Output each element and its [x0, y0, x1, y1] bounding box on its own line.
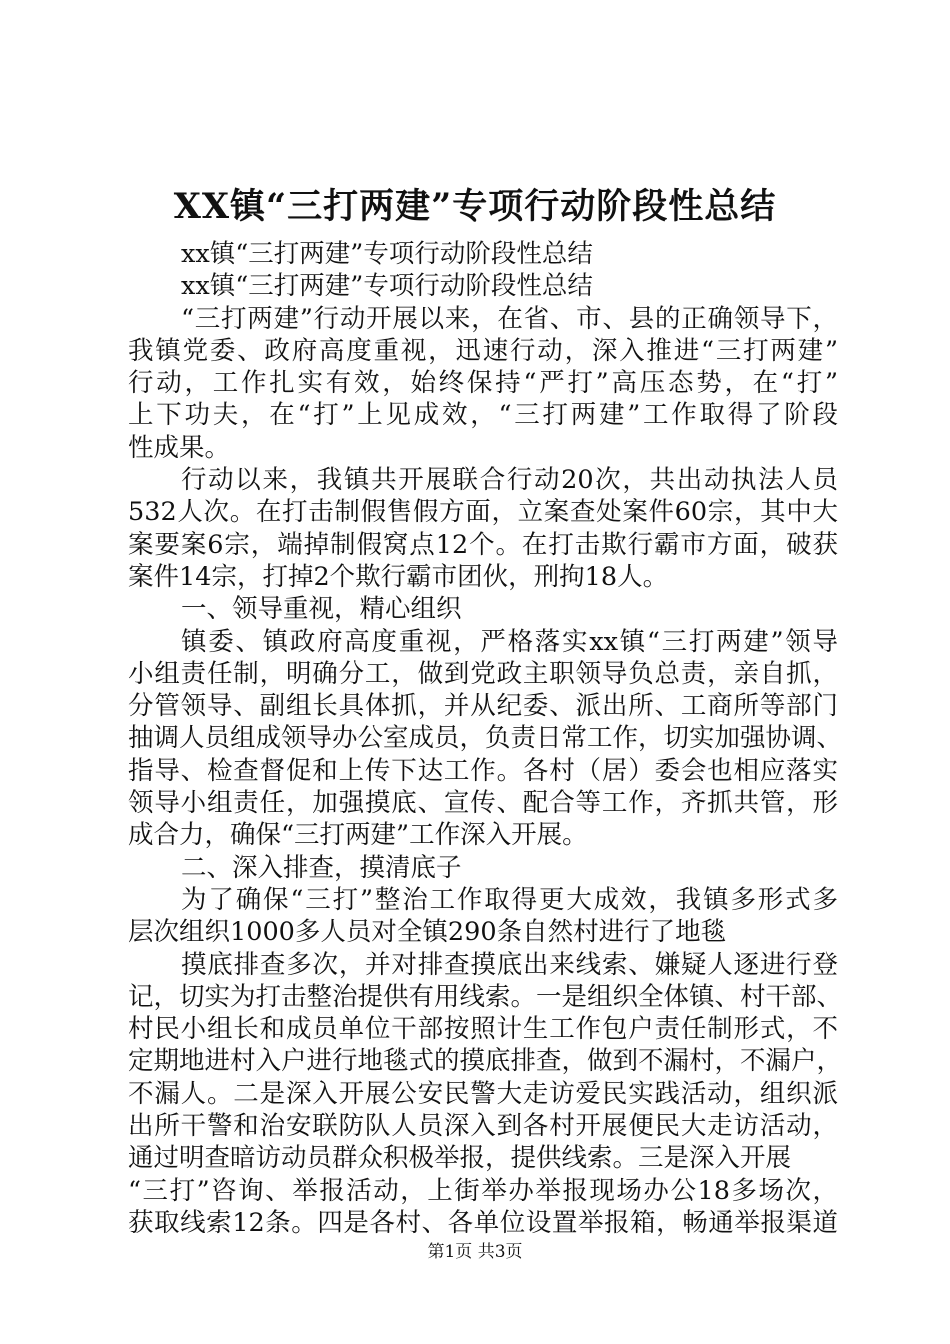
paragraph-line: 成合力，确保“三打两建”工作深入开展。	[128, 820, 588, 851]
page-indicator: 第1页 共3页	[427, 1242, 523, 1262]
section-heading: 二、深入排查，摸清底子	[181, 852, 462, 883]
paragraph-line: 行动，工作扎实有效，始终保持“严打”高压态势，在“打”	[128, 368, 838, 399]
paragraph-line: 不漏人。二是深入开展公安民警大走访爱民实践活动，组织派	[128, 1078, 838, 1109]
paragraph-line: 定期地进村入户进行地毯式的摸底排查，做到不漏村，不漏户，	[128, 1046, 843, 1077]
paragraph-line: 获取线索12条。四是各村、各单位设置举报箱，畅通举报渠道	[128, 1207, 838, 1238]
paragraph-line: 小组责任制，明确分工，做到党政主职领导负总责，亲自抓，	[128, 658, 838, 689]
paragraph-line: 领导小组责任，加强摸底、宣传、配合等工作，齐抓共管，形	[128, 788, 838, 819]
paragraph-line: “三打两建”行动开展以来，在省、市、县的正确领导下，	[181, 303, 838, 334]
section-heading: 一、领导重视，精心组织	[181, 594, 462, 625]
paragraph-line: 性成果。	[128, 432, 231, 463]
paragraph-line: 层次组织1000多人员对全镇290条自然村进行了地毯	[128, 917, 727, 948]
paragraph-line: 案件14宗，打掉2个欺行霸市团伙，刑拘18人。	[128, 561, 669, 592]
paragraph-line: 分管领导、副组长具体抓，并从纪委、派出所、工商所等部门	[128, 691, 838, 722]
paragraph-line: 上下功夫，在“打”上见成效，“三打两建”工作取得了阶段	[128, 400, 838, 431]
paragraph-line: 532人次。在打击制假售假方面，立案查处案件60宗，其中大	[128, 497, 838, 528]
document-body	[128, 238, 843, 1239]
paragraph-line: 我镇党委、政府高度重视，迅速行动，深入推进“三打两建”	[128, 335, 838, 366]
subtitle-line: xx镇“三打两建”专项行动阶段性总结	[181, 239, 593, 269]
paragraph-line: 指导、检查督促和上传下达工作。各村（居）委会也相应落实	[128, 755, 838, 786]
paragraph-line: “三打”咨询、举报活动，上街举办举报现场办公18多场次，	[128, 1175, 838, 1206]
subtitle-line: xx镇“三打两建”专项行动阶段性总结	[181, 271, 593, 302]
paragraph-line: 村民小组长和成员单位干部按照计生工作包户责任制形式，不	[128, 1014, 838, 1045]
document-title: XX镇“三打两建”专项行动阶段性总结	[173, 186, 777, 227]
paragraph-line: 行动以来，我镇共开展联合行动20次，共出动执法人员	[181, 465, 838, 496]
paragraph-line: 镇委、镇政府高度重视，严格落实xx镇“三打两建”领导	[181, 626, 838, 657]
paragraph-line: 案要案6宗，端掉制假窝点12个。在打击欺行霸市方面，破获	[128, 529, 838, 560]
paragraph-line: 记，切实为打击整治提供有用线索。一是组织全体镇、村干部、	[128, 981, 843, 1012]
paragraph-line: 出所干警和治安联防队人员深入到各村开展便民大走访活动，	[128, 1111, 838, 1142]
paragraph-line: 为了确保“三打”整治工作取得更大成效，我镇多形式多	[181, 884, 838, 915]
paragraph-line: 摸底排查多次，并对排查摸底出来线索、嫌疑人逐进行登	[181, 949, 838, 980]
paragraph-line: 抽调人员组成领导办公室成员，负责日常工作，切实加强协调、	[128, 723, 843, 754]
paragraph-line: 通过明查暗访动员群众积极举报，提供线索。三是深入开展	[128, 1143, 792, 1174]
